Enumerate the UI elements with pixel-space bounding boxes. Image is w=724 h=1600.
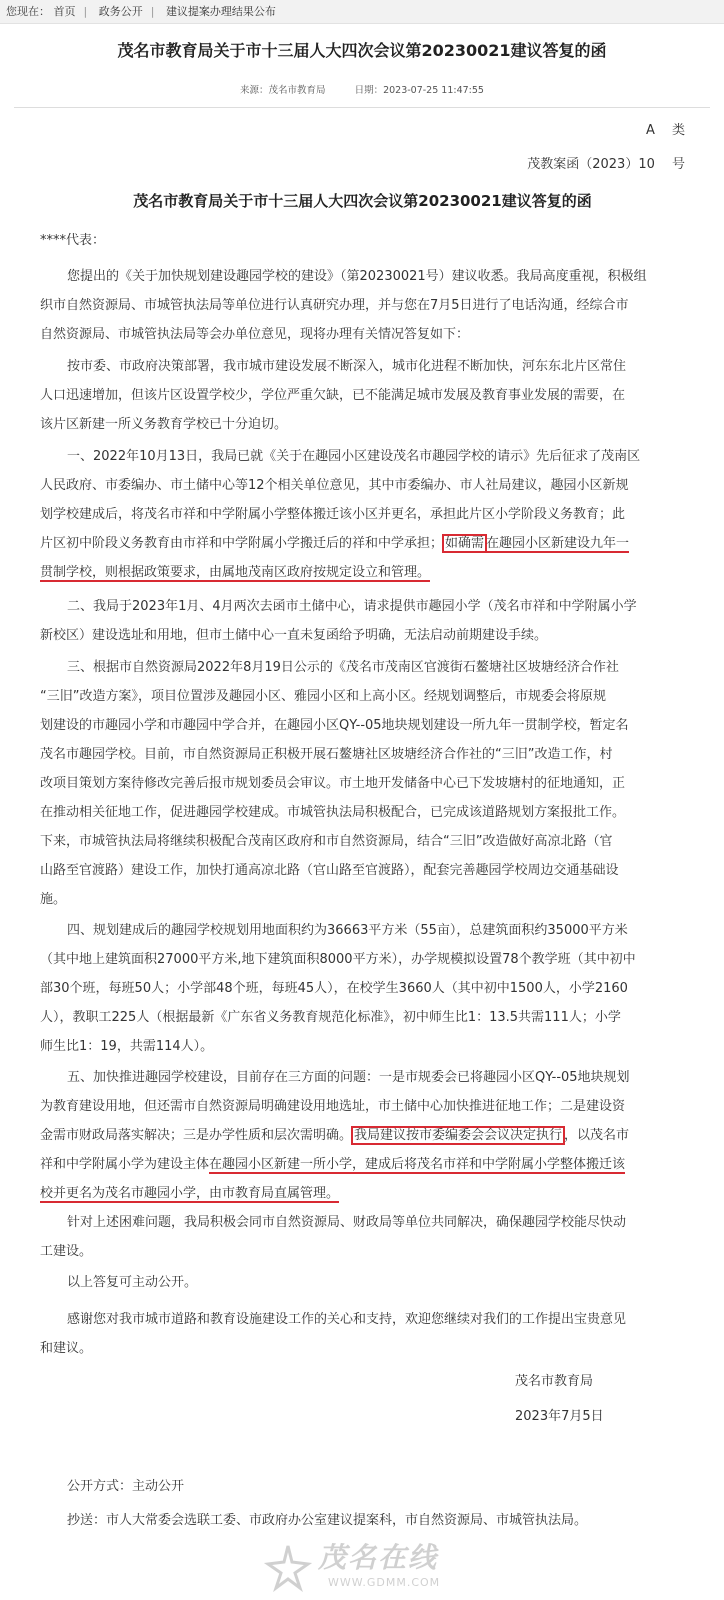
watermark-logo-icon (262, 1542, 314, 1592)
page-title: 茂名市教育局关于市十三届人大四次会议第20230021建议答复的函 (117, 41, 607, 60)
disclosure-method: 公开方式：主动公开 (67, 1479, 185, 1494)
paragraph-item-5: 五、加快推进趣园学校建设，目前存在三方面的问题：一是市规委会已将趣园小区QY--05地块规划 为教育建设用地，但还需市自然资源局明确建设用地选址，市土储中心加快推进征地工作；二是建设资 金需市财政局落实解决；三是办学性质和层次需明确。 我局建议按市委编委会会议决定执行 ，以茂名市 祥和中学附属小学为建设主体在趣园小区新建一所小学，建成后将茂名市祥和中学附属小学整体搬迁该 校并更名为茂名市趣园小学，由市教育局直属管理。 (40, 1070, 630, 1201)
paragraph-item-4: 四、规划建成后的趣园学校规划用地面积约为36663平方米（55亩），总建筑面积约35000平方米 （其中地上建筑面积27000平方米,地下建筑面积8000平方米），办学规模拟设置78个教学班（其中初中 部30个班，每班50人；小学部48个班，每班45人），在校学生3660人（其中初中1500人，小学2160 人），教职工225人（根据最新《广东省义务教育规范化标准》，初中师生比1：13.5共需111人；小学 师生比1：19，共需114人）。 (40, 923, 636, 1054)
cc-list: 抄送：市人大常委会选联工委、市政府办公室建议提案科，市自然资源局、市城管执法局。 (67, 1513, 588, 1528)
signature-date: 2023年7月5日 (515, 1409, 604, 1424)
breadcrumb-link-proposal-results[interactable]: 建议提案办理结果公布 (165, 5, 276, 18)
divider (14, 107, 710, 108)
letter-file-number: 茂教案函（2023）10 号 (527, 157, 685, 172)
watermark (262, 1536, 462, 1596)
paragraph-disclosure-note: 以上答复可主动公开。 (67, 1275, 198, 1290)
highlight-box: 如确需 (442, 534, 487, 553)
letter-title: 茂名市教育局关于市十三届人大四次会议第20230021建议答复的函 (133, 192, 592, 210)
article-source: 来源：茂名市教育局 (240, 85, 326, 96)
highlight-underline: 校并更名为茂名市趣园小学，由市教育局直属管理。 (40, 1186, 340, 1201)
paragraph-item-1: 一、2022年10月13日，我局已就《关于在趣园小区建设茂名市趣园学校的请示》先后征求了茂南区 人民政府、市委编办、市土储中心等12个相关单位意见，其中市委编办、市人社局建议，趣园小区新规 划学校建成后，将茂名市祥和中学附属小学整体搬迁该小区并更名，承担此片区小学阶段义务教育；此 片区初中阶段义务教育由市祥和中学附属小学搬迁后的祥和中学承担； 如确需 在趣园小区新建设九年一 贯制学校，则根据政策要求，由属地茂南区政府按规定设立和管理。 (40, 449, 641, 580)
breadcrumb-separator: | (150, 5, 155, 18)
highlight-underline: 在趣园小区新建设九年一 (486, 536, 630, 551)
highlight-underline: 贯制学校，则根据政策要求，由属地茂南区政府按规定设立和管理。 (40, 565, 431, 580)
article-meta (0, 82, 724, 96)
paragraph-solution: 针对上述困难问题，我局积极会同市自然资源局、财政局等单位共同解决，确保趣园学校能尽快动 工建设。 (40, 1215, 627, 1259)
article-date: 日期：2023-07-25 11:47:55 (354, 85, 484, 96)
salutation: ****代表： (40, 233, 106, 248)
paragraph-item-2: 二、我局于2023年1月、4月两次去函市土储中心，请求提供市趣园小学（茂名市祥和中学附属小学 新校区）建设选址和用地，但市土储中心一直未复函给予明确，无法启动前期建设手续。 (40, 599, 637, 643)
letter-category: A 类 (645, 123, 685, 138)
paragraph-intro: 您提出的《关于加快规划建设趣园学校的建设》（第20230021号）建议收悉。我局高度重视，积极组 织市自然资源局、市城管执法局等单位进行认真研究办理，并与您在7月5日进行了电话沟通，经综合市 自然资源局、市城管执法局等会办单位意见，现将办理有关情况答复如下： (40, 269, 647, 342)
breadcrumb-separator: | (83, 5, 88, 18)
breadcrumb (0, 0, 724, 24)
breadcrumb-link-home[interactable]: 首页 (53, 5, 76, 18)
highlight-box: 我局建议按市委编委会会议决定执行 (351, 1126, 565, 1145)
watermark-brand: 茂名在线 (318, 1541, 439, 1574)
breadcrumb-link-gov-affairs[interactable]: 政务公开 (98, 5, 143, 18)
signature: 茂名市教育局 (515, 1374, 594, 1389)
watermark-url: WWW.GDMM.COM (328, 1576, 441, 1589)
paragraph-item-3: 三、根据市自然资源局2022年8月19日公示的《茂名市茂南区官渡街石鳌塘社区坡塘经济合作社 “三旧”改造方案》，项目位置涉及趣园小区、雅园小区和上高小区。经规划调整后，市规委会将原规 划建设的市趣园小学和市趣园中学合并，在趣园小区QY--05地块规划建设一所九年一贯制学校，暂定名 茂名市趣园学校。目前，市自然资源局正积极开展石鳌塘社区坡塘经济合作社的“三旧”改造工作，村 改项目策划方案待修改完善后报市规划委员会审议。市土地开发储备中心已下发坡塘村的征地通知，正 在推动相关征地工作，促进趣园学校建成。市城管执法局积极配合，已完成该道路规划方案报批工作。 下来，市城管执法局将继续积极配合茂南区政府和市自然资源局，结合“三旧”改造做好高凉北路（官 山路至官渡路）建设工作，加快打通高凉北路（官山路至官渡路），配套完善趣园学校周边交通基础设 施。 (40, 660, 629, 907)
breadcrumb-prefix: 您现在： (6, 5, 50, 18)
highlight-underline: 在趣园小区新建一所小学，建成后将茂名市祥和中学附属小学整体搬迁该 (209, 1157, 626, 1172)
paragraph-background: 按市委、市政府决策部署，我市城市建设发展不断深入，城市化进程不断加快，河东东北片区常住 人口迅速增加，但该片区设置学校少，学位严重欠缺，已不能满足城市发展及教育事业发展的需要，在 该片区新建一所义务教育学校已十分迫切。 (40, 359, 627, 432)
paragraph-thanks: 感谢您对我市城市道路和教育设施建设工作的关心和支持，欢迎您继续对我们的工作提出宝贵意见 和建议。 (40, 1312, 627, 1356)
